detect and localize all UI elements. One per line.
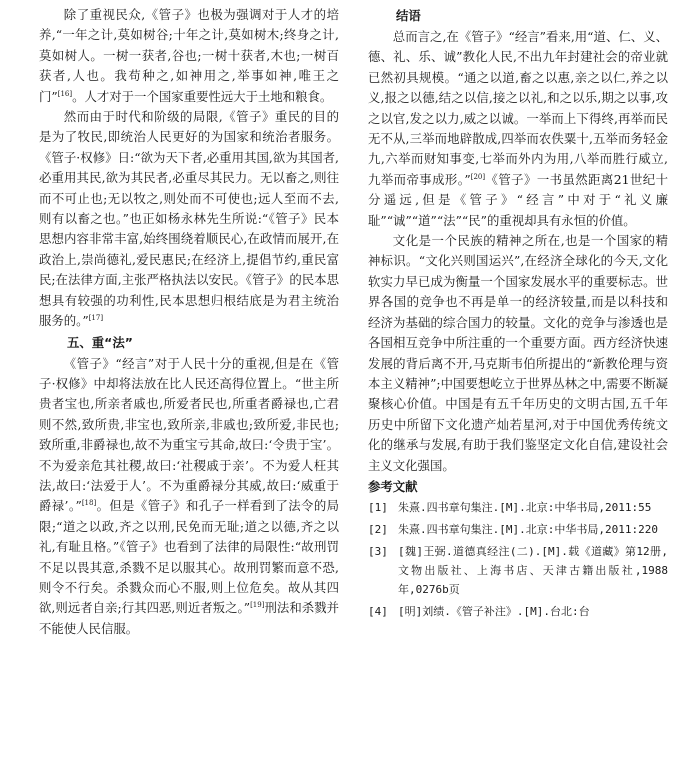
references-heading: 参考文献	[368, 478, 418, 494]
paragraph: 然而由于时代和阶级的局限,《管子》重民的目的是为了牧民,即统治人民更好的为国家和统治者服务。《管子·权修》日:“欲为天下者,必重用其国,欲为其国者,必重用其民,欲为其民者,必重尽其民力。无以畜之,则往而不可止也;无以牧之,则处而不可使也;远人至而不去,则有以畜之也。”也正如杨永林先生所说:“《管子》民本思想内容非常丰富,始终围绕着顺民心,在政情而展开,在政治上,崇尚德礼,爱民惠民;在经济上,提倡节约,重民富民;在法律方面,主张严格执法以安民。《管子》的民本思想具有较强的功利性,民本思想归根结底是为君主统治服务的。”[17]	[39, 109, 339, 329]
reference-number: [2]	[368, 522, 388, 536]
right-column	[368, 5, 668, 624]
reference-item	[368, 520, 668, 539]
citation: [19]	[250, 601, 265, 610]
reference-item	[368, 498, 668, 517]
reference-item	[368, 542, 668, 599]
paragraph: 《管子》“经言”对于人民十分的重视,但是在《管子·权修》中却将法放在比人民还高得位置上。“世主所贵者宝也,所亲者戚也,所爱者民也,所重者爵禄也,亡君则不然,致所贵,非宝也,致所亲,非戚也;致所爱,非民也;致所重,非爵禄也,故不为重宝亏其命,故曰:‘令贵于宝’。不为爱亲危其社稷,故曰:‘社稷戚于亲’。不为爱人枉其法,故曰:‘法爱于人’。不为重爵禄分其威,故曰:‘威重于爵禄’。”[18]。但是《管子》和孔子一样看到了法令的局限;“道之以政,齐之以刑,民免而无耻;道之以德,齐之以礼,有耻且格。”《管子》也看到了法律的局限性:“故刑罚不足以畏其意,杀戮不足以服其心。故刑罚繁而意不恐,则令不行矣。杀戮众而心不服,则上位危矣。故从其四欲,则远者自亲;行其四恶,则近者叛之。”[19]刑法和杀戮并不能使人民信服。	[39, 355, 340, 636]
reference-text: [明]刘绩.《管子补注》.[M].台北:台	[398, 604, 590, 618]
paragraph: 除了重视民众,《管子》也极为强调对于人才的培养,“一年之计,莫如树谷;十年之计,莫如树木;终身之计,莫如树人。一树一获者,谷也;一树十获者,木也;一树百获者,人也。我苟种之,如神用之,举事如神,唯王之门”[16]。人才对于一个国家重要性远大于土地和粮食。	[39, 7, 339, 104]
conclusion-heading: 结语	[396, 8, 421, 23]
left-column	[39, 5, 339, 639]
reference-number: [4]	[368, 604, 388, 618]
section-heading: 五、重“法”	[67, 334, 133, 350]
citation: [20]	[470, 172, 486, 181]
reference-list	[368, 498, 668, 621]
reference-text: 朱熹.四书章句集注.[M].北京:中华书局,2011:55	[398, 500, 652, 514]
paragraph: 文化是一个民族的精神之所在,也是一个国家的精神标识。“文化兴则国运兴”,在经济全球化的今天,文化软实力早已成为衡量一个国家发展水平的重要标志。世界各国的竞争也不再是单一的经济较量,而是以科技和经济为基础的综合国力的较量。文化的竞争与渗透也是各国相互竞争中所注重的一个重要方面。西方经济快速发展的背后离不开,马克斯韦伯所提出的“新教伦理与资本主义精神”;中国要想屹立于世界丛林之中,需要不断凝聚核心价值。中国是有五千年历史的文明古国,五千年历史中所留下文化遗产灿若星河,对于中国优秀传统文化的继承与发展,有助于我们鉴坚定文化自信,建设社会主义文化强国。	[368, 233, 668, 473]
paragraph: 总而言之,在《管子》“经言”看来,用“道、仁、义、德、礼、乐、诚”教化人民,不出九年封建社会的帝业就已然初具规模。“通之以道,畜之以惠,亲之以仁,养之以义,报之以德,结之以信,接之以礼,和之以乐,期之以事,攻之以官,发之以力,威之以诚。一举而上下得终,再举而民无不从,三举而地辟散成,四举而农佚粟十,五举而务轻金九,六举而财知事变,七举而外内为用,八举而胜行威立,九举而帝事成形。”[20]《管子》一书虽然距离21世纪十分遥远,但是《管子》“经言”中对于“礼义廉耻”“诚”“道”“法”“民”的重视却具有永恒的价值。	[368, 29, 668, 228]
reference-number: [1]	[368, 500, 388, 514]
citation: [17]	[88, 314, 104, 323]
reference-item	[368, 602, 668, 621]
citation: [18]	[81, 499, 97, 508]
reference-number: [3]	[368, 544, 388, 558]
reference-text: [魏]王弼.道德真经注(二).[M].载《道藏》第12册,文物出版社、上海书店、天津古籍出版社,1988年,0276b页	[398, 544, 668, 596]
reference-text: 朱熹.四书章句集注.[M].北京:中华书局,2011:220	[398, 522, 658, 536]
citation: [16]	[57, 89, 73, 98]
